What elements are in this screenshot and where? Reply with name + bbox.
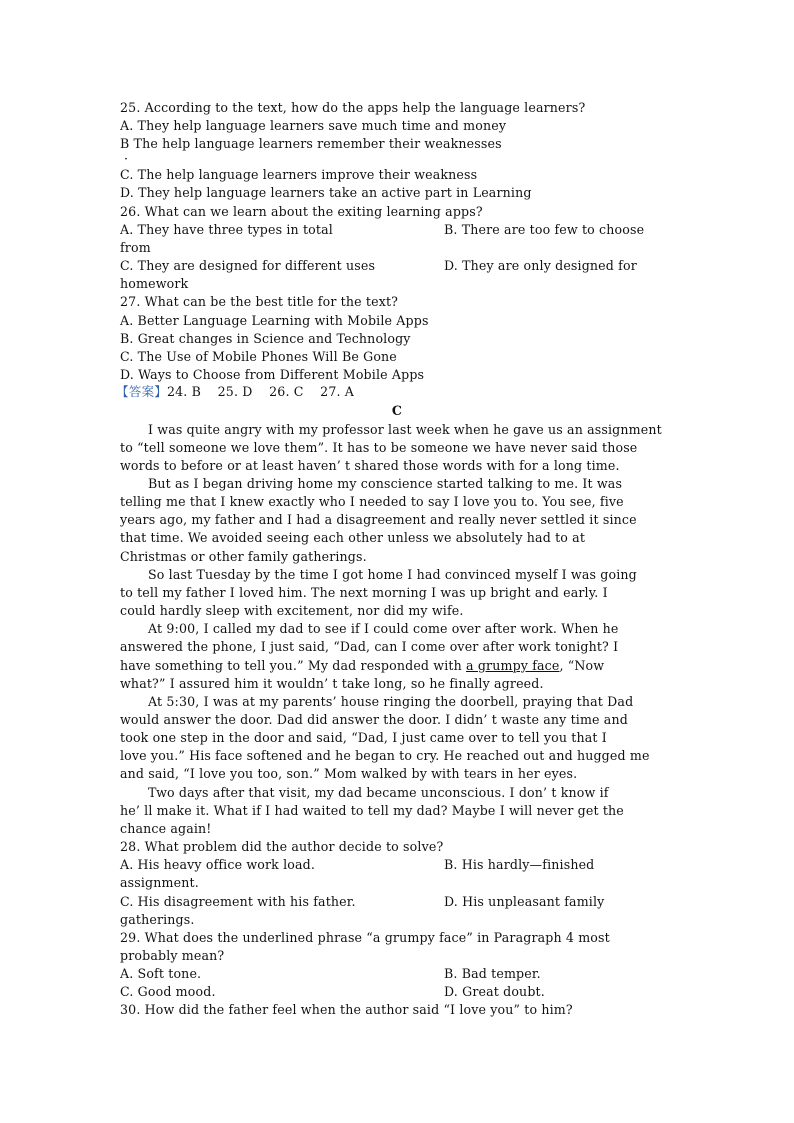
passage-p6-line2: he’ ll make it. What if I had waited to tell my dad? Maybe I will never get the <box>120 803 624 818</box>
passage-p4-line3-start: have something to tell you.” My dad responded with <box>120 658 467 673</box>
q29-stem: 29. What does the underlined phrase “a grumpy face” in Paragraph 4 most <box>120 930 610 945</box>
passage-p1-line1: I was quite angry with my professor last week when he gave us an assignment <box>148 422 662 437</box>
q29-stem-cont: probably mean? <box>120 948 225 963</box>
underlined-phrase: a grumpy face <box>466 658 560 673</box>
passage-p4-line3 <box>120 657 604 674</box>
q27-option-c: C. The Use of Mobile Phones Will Be Gone <box>120 349 397 364</box>
passage-p2-line5: Christmas or other family gatherings. <box>120 549 367 564</box>
passage-p2-line1: But as I began driving home my conscience started talking to me. It was <box>148 476 623 491</box>
q25-option-b: B The help language learners remember their weaknesses <box>120 136 502 151</box>
q28-option-d: D. His unpleasant family <box>444 894 605 909</box>
passage-p6-line1: Two days after that visit, my dad became unconscious. I don’ t know if <box>148 785 609 800</box>
q27-option-d: D. Ways to Choose from Different Mobile Apps <box>120 367 425 382</box>
q26-stem: 26. What can we learn about the exiting learning apps? <box>120 204 483 219</box>
q27-option-a: A. Better Language Learning with Mobile Apps <box>120 313 429 328</box>
q28-option-b-cont: assignment. <box>120 875 199 890</box>
q28-stem: 28. What problem did the author decide to solve? <box>120 839 444 854</box>
passage-p6-line3: chance again! <box>120 821 212 836</box>
passage-p5-line1: At 5:30, I was at my parents’ house ringing the doorbell, praying that Dad <box>148 694 634 709</box>
q26-option-d-cont: homework <box>120 276 189 291</box>
q29-option-a: A. Soft tone. <box>120 966 202 981</box>
passage-p4-line2: answered the phone, I just said, “Dad, can I come over after work tonight? I <box>120 639 619 654</box>
q25-option-d: D. They help language learners take an active part in Learning <box>120 185 532 200</box>
q29-option-b: B. Bad temper. <box>444 966 541 981</box>
passage-p2-line3: years ago, my father and I had a disagreement and really never settled it since <box>120 512 637 527</box>
q27-stem: 27. What can be the best title for the text? <box>120 294 399 309</box>
q26-option-d: D. They are only designed for <box>444 258 637 273</box>
section-heading: C <box>391 403 403 418</box>
passage-p3-line3: could hardly sleep with excitement, nor did my wife. <box>120 603 464 618</box>
q29-option-c: C. Good mood. <box>120 984 216 999</box>
q30-stem: 30. How did the father feel when the author said “I love you” to him? <box>120 1002 573 1017</box>
passage-p2-line2: telling me that I knew exactly who I needed to say I love you to. You see, five <box>120 494 624 509</box>
q25-option-b-dot: · <box>124 151 129 166</box>
q28-option-a: A. His heavy office work load. <box>120 857 316 872</box>
passage-p5-line5: and said, “I love you too, son.” Mom walked by with tears in her eyes. <box>120 766 578 781</box>
passage-p1-line2: to “tell someone we love them”. It has to be someone we have never said those <box>120 440 638 455</box>
answer-key <box>116 383 354 400</box>
q28-option-d-cont: gatherings. <box>120 912 195 927</box>
q26-option-c: C. They are designed for different uses <box>120 258 376 273</box>
q26-option-b: B. There are too few to choose <box>444 222 645 237</box>
q25-stem: 25. According to the text, how do the apps help the language learners? <box>120 100 586 115</box>
passage-p5-line2: would answer the door. Dad did answer the door. I didn’ t waste any time and <box>120 712 628 727</box>
passage-p4-line3-end: , “Now <box>559 658 605 673</box>
passage-p5-line4: love you.” His face softened and he began to cry. He reached out and hugged me <box>120 748 650 763</box>
q28-option-c: C. His disagreement with his father. <box>120 894 356 909</box>
q26-option-a: A. They have three types in total <box>120 222 333 237</box>
passage-p2-line4: that time. We avoided seeing each other unless we absolutely had to at <box>120 530 586 545</box>
passage-p5-line3: took one step in the door and said, “Dad, I just came over to tell you that I <box>120 730 607 745</box>
q26-option-b-cont: from <box>120 240 151 255</box>
passage-p3-line2: to tell my father I loved him. The next morning I was up bright and early. I <box>120 585 608 600</box>
answer-label: 【答案】 <box>116 384 167 399</box>
q29-option-d: D. Great doubt. <box>444 984 545 999</box>
passage-p3-line1: So last Tuesday by the time I got home I had convinced myself I was going <box>148 567 637 582</box>
q25-option-c: C. The help language learners improve their weakness <box>120 167 478 182</box>
passage-p1-line3: words to before or at least haven’ t shared those words with for a long time. <box>120 458 620 473</box>
q28-option-b: B. His hardly—finished <box>444 857 595 872</box>
answer-text: 24. B 25. D 26. C 27. A <box>166 384 355 399</box>
passage-p4-line4: what?” I assured him it wouldn’ t take long, so he finally agreed. <box>120 676 544 691</box>
passage-p4-line1: At 9:00, I called my dad to see if I could come over after work. When he <box>148 621 619 636</box>
q25-option-a: A. They help language learners save much time and money <box>120 118 507 133</box>
q27-option-b: B. Great changes in Science and Technology <box>120 331 411 346</box>
